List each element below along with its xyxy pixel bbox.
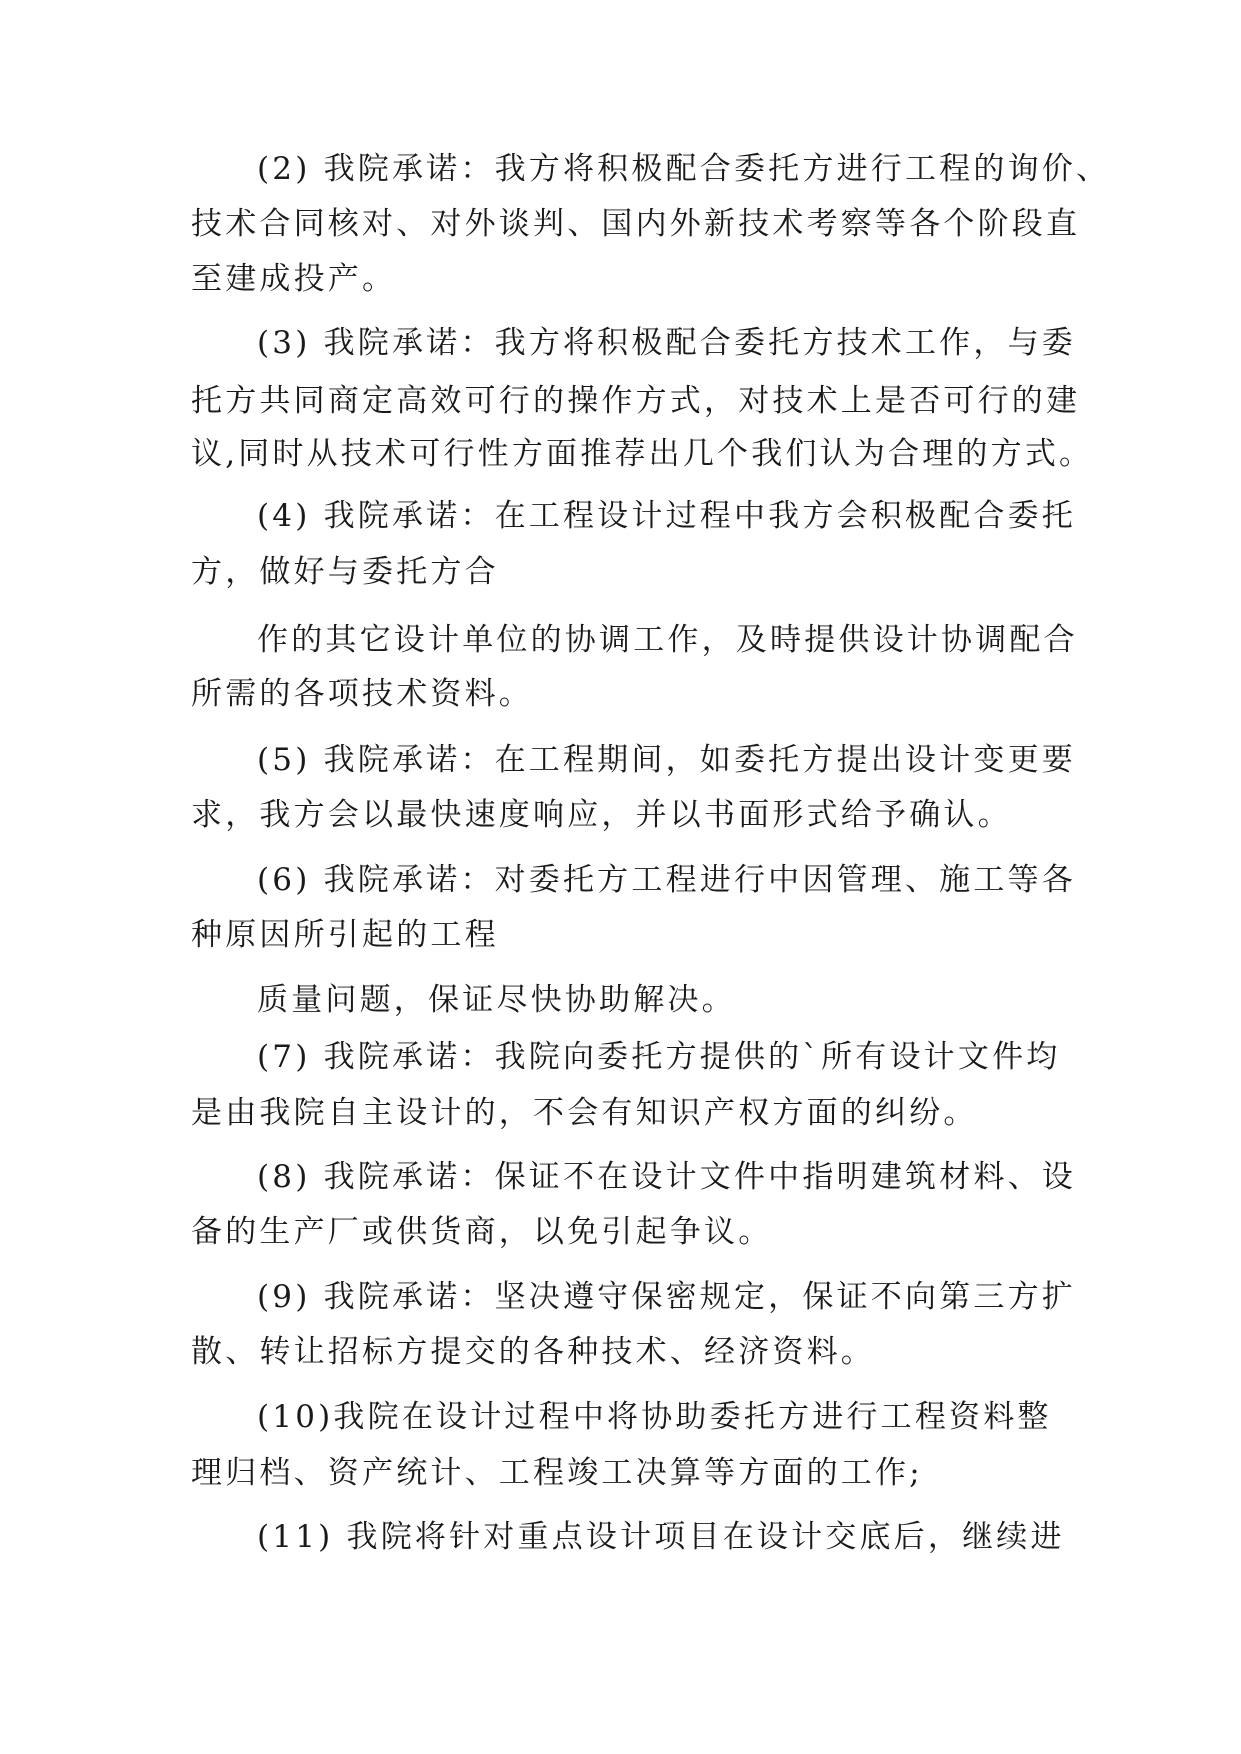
text-line: 求，我方会以最快速度响应，并以书面形式给予确认。 [191,797,1012,833]
text-line: (6) 我院承诺：对委托方工程进行中因管理、施工等各 [257,862,1076,898]
text-line: 质量问题，保证尽快协助解决。 [257,982,736,1018]
text-line: 作的其它设计单位的协调工作，及時提供设计协调配合 [257,622,1078,658]
text-line: 是由我院自主设计的，不会有知识产权方面的纠纷。 [191,1095,978,1131]
text-line: 散、转让招标方提交的各种技术、经济资料。 [191,1334,875,1370]
text-line: (3) 我院承诺：我方将积极配合委托方技术工作，与委 [257,325,1076,361]
text-line: (11) 我院将针对重点设计项目在设计交底后，继续进 [257,1519,1065,1555]
text-line: (2) 我院承诺：我方将积极配合委托方进行工程的询价、 [257,151,1111,187]
text-line: 议,同时从技术可行性方面推荐出几个我们认为合理的方式。 [191,436,1094,472]
text-line: 技术合同核对、对外谈判、国内外新技术考察等各个阶段直 [191,206,1081,242]
text-line: 所需的各项技术资料。 [191,676,533,712]
text-line: (8) 我院承诺：保证不在设计文件中指明建筑材料、设 [257,1159,1076,1195]
text-line: 方，做好与委托方合 [191,554,499,590]
text-line: 备的生产厂或供货商，以免引起争议。 [191,1214,773,1250]
text-line: 至建成投产。 [191,261,397,297]
text-line: 种原因所引起的工程 [191,917,499,953]
text-line: 理归档、资产统计、工程竣工决算等方面的工作; [191,1455,923,1491]
text-line: (9) 我院承诺：坚决遵守保密规定，保证不向第三方扩 [257,1279,1076,1315]
text-line: 托方共同商定高效可行的操作方式，对技术上是否可行的建 [191,383,1081,419]
text-line: (5) 我院承诺：在工程期间，如委托方提出设计变更要 [257,742,1076,778]
text-line: (4) 我院承诺：在工程设计过程中我方会积极配合委托 [257,498,1076,534]
text-line: (7) 我院承诺：我院向委托方提供的`所有设计文件均 [257,1039,1061,1075]
text-line: (10)我院在设计过程中将协助委托方进行工程资料整 [257,1399,1052,1435]
